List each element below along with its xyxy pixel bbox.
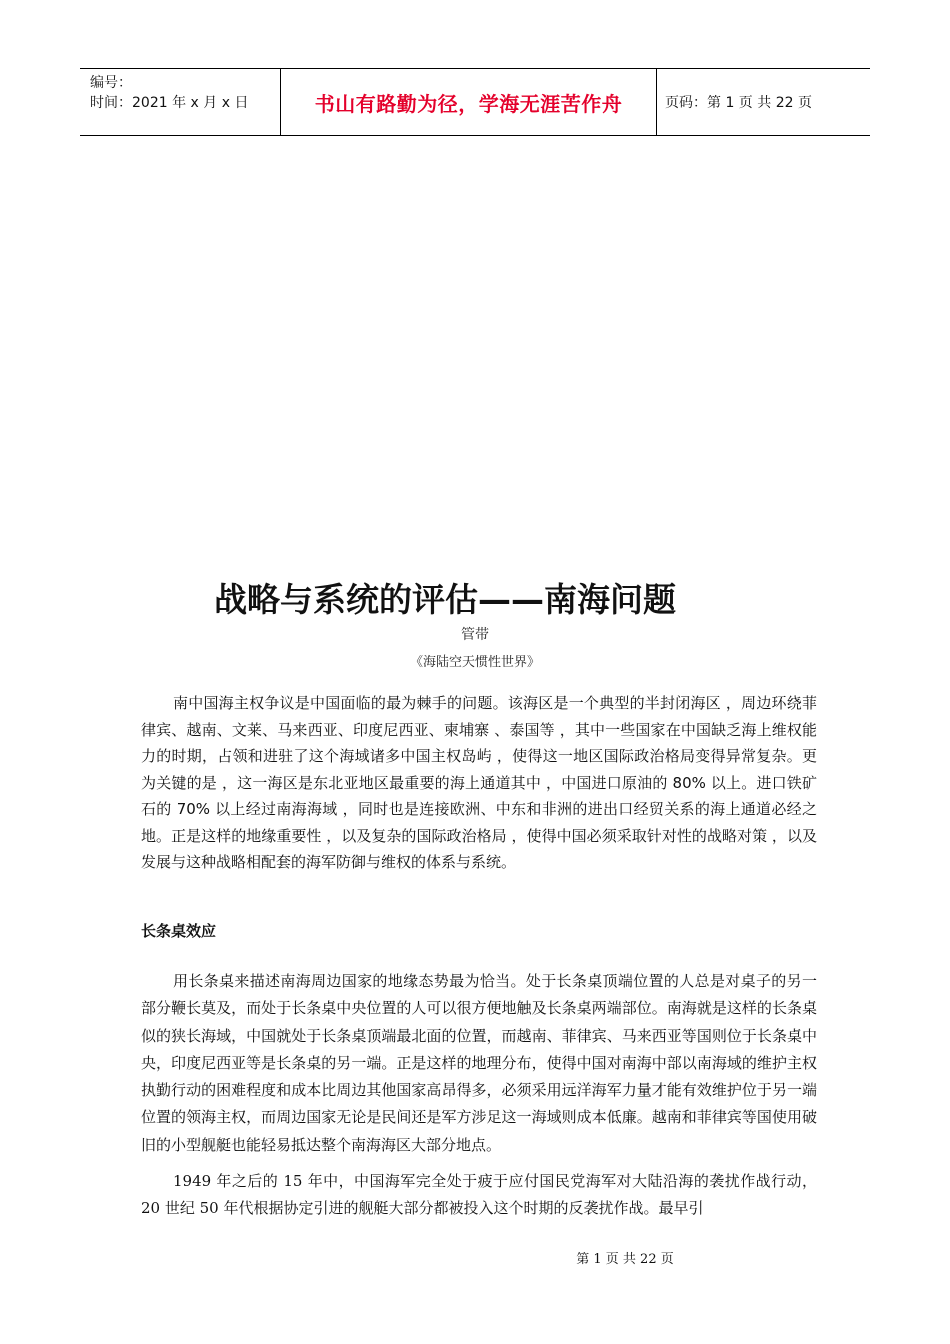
section-heading: 长条桌效应 <box>141 922 217 940</box>
body-paragraph-history: 1949 年之后的 15 年中，中国海军完全处于疲于应付国民党海军对大陆沿海的袭扰作战行动，20 世纪 50 年代根据协定引进的舰艇大部分都被投入这个时期的反袭扰作战。最早引 <box>141 1172 817 1218</box>
body-paragraph-long-table: 用长条桌来描述南海周边国家的地缘态势最为恰当。处于长条桌顶端位置的人总是对桌子的另一部分鞭长莫及，而处于长条桌中央位置的人可以很方便地触及长条桌两端部位。南海就是这样的长条桌似的狭长海域，中国就处于长条桌顶端最北面的位置，而越南、菲律宾、马来西亚等国则位于长条桌中央，印度尼西亚等是长条桌的另一端。正是这样的地理分布，使得中国对南海中部以南海域的维护主权执勤行动的困难程度和成本比周边其他国家高昂得多，必须采用远洋海军力量才能有效维护位于另一端位置的领海主权，而周边国家无论是民间还是军方涉足这一海域则成本低廉。越南和菲律宾等国使用破旧的小型舰艇也能轻易抵达整个南海海区大部分地点。 <box>141 972 817 1154</box>
document-title: 战略与系统的评估——南海问题 <box>214 580 676 619</box>
time-label: 时间：2021 年 x 月 x 日 <box>90 95 249 111</box>
body-paragraph-intro: 南中国海主权争议是中国面临的最为棘手的问题。该海区是一个典型的半封闭海区 ，周边环绕菲律宾、越南、文莱、马来西亚、印度尼西亚、柬埔寨 、泰国等 ，其中一些国家在中国缺乏海上维权能力的时期，占领和进驻了这个海域诸多中国主权岛屿 ，使得这一地区国际政治格局变得异常复杂。更为关键的是 ，这一海区是东北亚地区最重要的海上通道其中 ，中国进口原油的 80% 以上。进口铁矿石的 70% 以上经过南海海域 ，同时也是连接欧洲、中东和非洲的进出口经贸关系的海上通道必经之地。正是这样的地缘重要性 ，以及复杂的国际政治格局 ，使得中国必须采取针对性的战略对策 ，以及发展与这种战略相配套的海军防御与维权的体系与系统。 <box>141 694 817 871</box>
number-label: 编号： <box>90 75 132 91</box>
header-meta <box>80 69 281 135</box>
header-motto: 书山有路勤为径，学海无涯苦作舟 <box>281 69 657 135</box>
header-page-info: 页码：第 1 页 共 22 页 <box>665 95 812 111</box>
page-footer: 第 1 页 共 22 页 <box>576 1252 674 1267</box>
document-source: 《海陆空天惯性世界》 <box>409 655 540 670</box>
document-author: 管带 <box>461 627 489 643</box>
document-header <box>80 68 870 136</box>
